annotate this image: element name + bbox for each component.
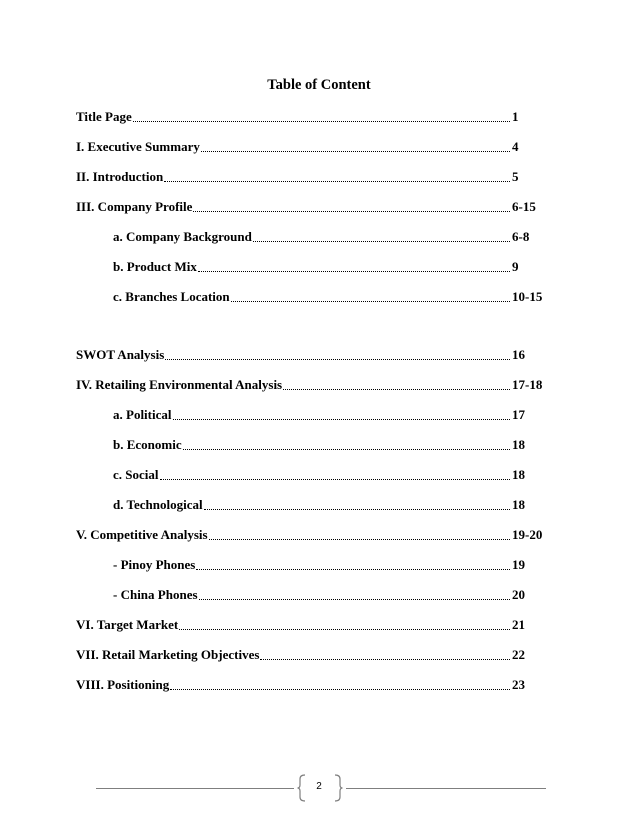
toc-entry-page: 18: [512, 497, 525, 512]
dot-leader: [173, 419, 511, 420]
toc-entry-label: - Pinoy Phones: [113, 557, 196, 572]
toc-entry: [113, 227, 550, 245]
toc-entry: [76, 167, 550, 185]
dot-leader: [165, 359, 510, 360]
toc-entry-page: 20: [512, 587, 525, 602]
dot-leader: [283, 389, 510, 390]
toc-entry-label: c. Branches Location: [113, 289, 230, 304]
toc-entry-label: a. Company Background: [113, 229, 252, 244]
toc-entry-label: I. Executive Summary: [76, 139, 200, 154]
toc-entry: [76, 525, 550, 543]
dot-leader: [183, 449, 510, 450]
toc-entry-page: 17: [512, 407, 525, 422]
toc-entry-page: 4: [512, 139, 519, 154]
dot-leader: [164, 181, 510, 182]
footer-rule-left: [96, 788, 294, 789]
toc-entry-label: VII. Retail Marketing Objectives: [76, 647, 260, 662]
toc-entry: [76, 107, 550, 125]
toc-entry-page: 6-15: [512, 199, 536, 214]
dot-leader: [253, 241, 510, 242]
toc-entry-label: VIII. Positioning: [76, 677, 170, 692]
toc-entry: [76, 137, 550, 155]
toc-entry-label: d. Technological: [113, 497, 203, 512]
toc-entry-label: VI. Target Market: [76, 617, 179, 632]
toc-entry-label: SWOT Analysis: [76, 347, 165, 362]
toc-entry-label: b. Product Mix: [113, 259, 197, 274]
toc-entry: [113, 465, 550, 483]
toc-entry: [113, 405, 550, 423]
toc-entry-page: 5: [512, 169, 519, 184]
toc-entry-page: 1: [512, 109, 519, 124]
toc-entry-label: Title Page: [76, 109, 132, 124]
toc-entry-label: - China Phones: [113, 587, 198, 602]
dot-leader: [179, 629, 510, 630]
toc-entry-page: 19-20: [512, 527, 543, 542]
toc-entry-page: 9: [512, 259, 519, 274]
dot-leader: [198, 271, 510, 272]
toc-entry-label: III. Company Profile: [76, 199, 193, 214]
toc-entry: [113, 257, 550, 275]
toc-entry-label: c. Social: [113, 467, 159, 482]
dot-leader: [160, 479, 511, 480]
toc-entry: [76, 645, 550, 663]
right-brace-icon: [333, 774, 343, 802]
toc-entry: [113, 495, 550, 513]
left-brace-icon: [297, 774, 307, 802]
page-title: Table of Content: [267, 77, 371, 93]
dot-leader: [133, 121, 510, 122]
toc-entry: [76, 375, 550, 393]
page-number: 2: [316, 781, 322, 792]
toc-entry-page: 10-15: [512, 289, 543, 304]
dot-leader: [231, 301, 510, 302]
dot-leader: [199, 599, 510, 600]
toc-entry: [76, 345, 550, 363]
toc-entry: [113, 287, 550, 305]
dot-leader: [201, 151, 510, 152]
toc-entry-label: b. Economic: [113, 437, 182, 452]
toc-entry: [76, 615, 550, 633]
toc-entry: [113, 555, 550, 573]
toc-entry: [76, 197, 550, 215]
toc-entry-page: 6-8: [512, 229, 530, 244]
toc-entry-page: 18: [512, 437, 525, 452]
dot-leader: [204, 509, 510, 510]
toc-entry-page: 17-18: [512, 377, 543, 392]
toc-entry-page: 23: [512, 677, 525, 692]
toc-entry-label: a. Political: [113, 407, 172, 422]
dot-leader: [170, 689, 510, 690]
footer-rule-right: [346, 788, 546, 789]
toc-entry-page: 19: [512, 557, 525, 572]
toc-entry-label: V. Competitive Analysis: [76, 527, 208, 542]
toc-entry: [113, 585, 550, 603]
toc-entry-label: IV. Retailing Environmental Analysis: [76, 377, 283, 392]
dot-leader: [196, 569, 510, 570]
toc-entry-page: 16: [512, 347, 525, 362]
toc-entry-page: 22: [512, 647, 525, 662]
dot-leader: [193, 211, 510, 212]
page-footer: [0, 770, 638, 810]
dot-leader: [209, 539, 510, 540]
dot-leader: [260, 659, 510, 660]
toc-entry-page: 21: [512, 617, 525, 632]
toc-entry-page: 18: [512, 467, 525, 482]
toc-entry: [113, 435, 550, 453]
toc-entry: [76, 675, 550, 693]
toc-entry-label: II. Introduction: [76, 169, 164, 184]
